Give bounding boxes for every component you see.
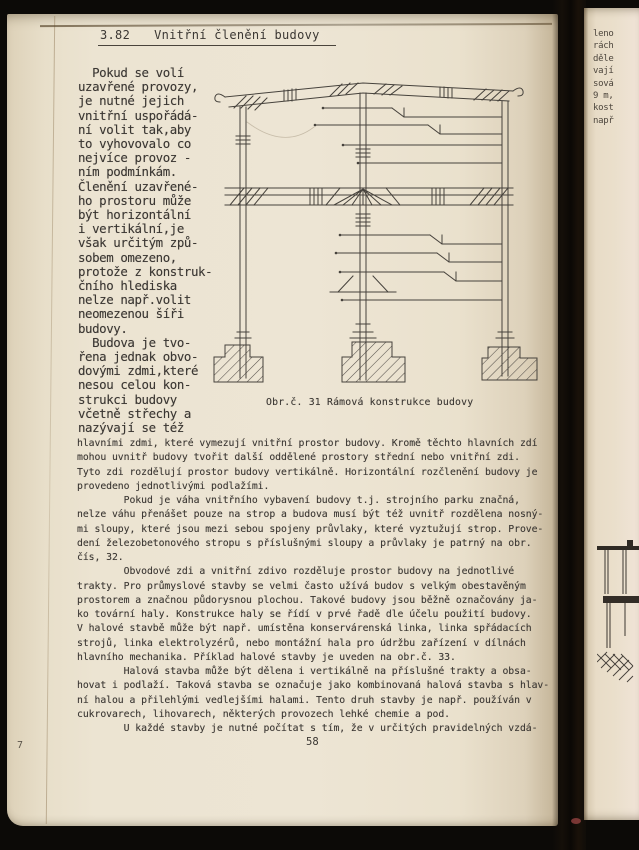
- next-page-text-fragments: leno rách děle vají sová 9 m, kost např: [593, 29, 614, 126]
- next-page-edge: [584, 8, 639, 820]
- section-header: [98, 28, 336, 46]
- section-title: Vnitřní členění budovy: [154, 28, 320, 42]
- left-column-text: Pokud se volí uzavřené provozy, je nutné jejich vnitřní uspořádá- ní volit tak,aby to vyhovovalo co nejvíce provoz - ním podmínkám. Členění uzavřené- ho prostoru může být horizontální i vertikální,je však určitým způ- sobem omezeno, protože z konstruk- čního hlediska nelze např.volit neomezenou šíři budovy. Budova je tvo- řena jednak obvo- dovými zdmi,které nesou celou kon- strukci budovy včetně střechy a nazývají se též: [78, 65, 213, 436]
- next-page-figure-fragment: [597, 536, 639, 696]
- page-edge-stain: [571, 818, 581, 824]
- page-number: 58: [306, 736, 319, 748]
- margin-handwritten-note: 7: [17, 740, 24, 751]
- frame-structure-drawing: [212, 80, 556, 394]
- book-gutter-shadow: [552, 0, 586, 850]
- section-number: 3.82: [100, 28, 131, 42]
- figure-caption: Obr.č. 31 Rámová konstrukce budovy: [266, 397, 474, 408]
- body-text: hlavními zdmi, které vymezují vnitřní prostor budovy. Kromě těchto hlavních zdí mohou uvnitř budovy tvořit další oddělené prostory střední nebo vnitřní zdi. Tyto zdi rozdělují prostor budovy vertikálně. Horizontální rozčlenění budovy je provedeno jednotlivými podlažími. Pokud je váha vnitřního vybavení budovy t.j. strojního parku značná, nelze váhu přenášet pouze na strop a budova musí být též uvnitř rozdělena nosný- mi sloupy, které jsou mezi sebou spojeny průvlaky, které vyztužují strop. Prove- dení železobetonového stropu s příslušnými sloupy a průvlaky je patrný na obr. čís, 32. Obvodové zdi a vnitřní zdivo rozděluje prostor budovy na jednotlivé trakty. Pro průmyslové stavby se velmi často užívá budov s velkým obestavěným prostorem a značnou půdorysnou plochou. Takové budovy jsou běžně označovány ja- ko tovární haly. Konstrukce haly se řídí v prvé řadě dle účelu použití budovy. V halové stavbě může být např. umístěna konservárenská linka, linka spřádacích strojů, linka elektrolyzérů, nebo montážní hala pro údržbu zařízení v dílnách hlavního mechanika. Příklad halové stavby je uveden na obr.č. 33. Halová stavba může být dělena i vertikálně na příslušné trakty a obsa- hovat i podlaží. Taková stavba se označuje jako kombinovaná halová stavba s hlav- ní halou a přilehlými vedlejšími halami. Tento druh stavby je např. používán v cukrovarech, lihovarech, některých provozech lehké chemie a pod. U každé stavby je nutné počítat s tím, že v určitých pravidelných vzdá-: [77, 438, 550, 734]
